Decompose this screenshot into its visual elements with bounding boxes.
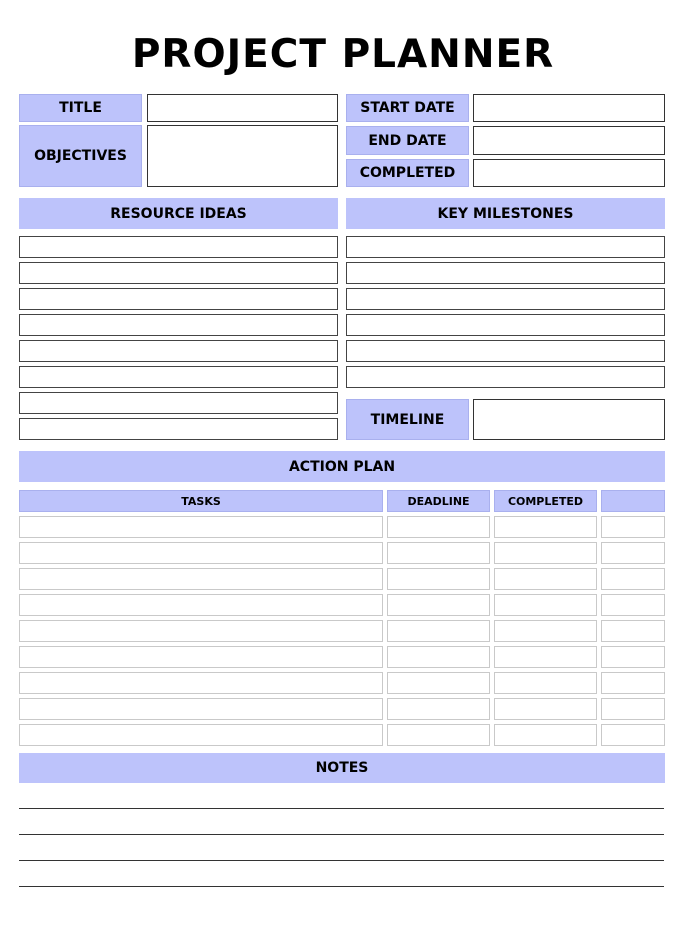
task-cell[interactable] [19, 542, 383, 564]
deadline-cell[interactable] [387, 594, 490, 616]
deadline-cell[interactable] [387, 542, 490, 564]
objectives-field[interactable] [147, 125, 338, 187]
extra-cell[interactable] [601, 646, 665, 668]
task-cell[interactable] [19, 698, 383, 720]
extra-cell[interactable] [601, 594, 665, 616]
page-title: PROJECT PLANNER [131, 32, 555, 77]
end-date-field[interactable] [473, 126, 665, 155]
extra-cell[interactable] [601, 542, 665, 564]
deadline-cell[interactable] [387, 698, 490, 720]
extra-cell[interactable] [601, 516, 665, 538]
extra-cell[interactable] [601, 568, 665, 590]
task-cell[interactable] [19, 594, 383, 616]
timeline-label: TIMELINE [346, 399, 469, 440]
deadline-cell[interactable] [387, 620, 490, 642]
resource-idea-line[interactable] [19, 236, 338, 258]
col-header-tasks: TASKS [19, 490, 383, 512]
resource-idea-line[interactable] [19, 262, 338, 284]
completed-label: COMPLETED [346, 159, 469, 187]
col-header-deadline: DEADLINE [387, 490, 490, 512]
task-cell[interactable] [19, 620, 383, 642]
extra-cell[interactable] [601, 698, 665, 720]
col-header-completed: COMPLETED [494, 490, 597, 512]
extra-cell[interactable] [601, 672, 665, 694]
task-cell[interactable] [19, 672, 383, 694]
resource-idea-line[interactable] [19, 392, 338, 414]
task-cell[interactable] [19, 568, 383, 590]
completed-cell[interactable] [494, 724, 597, 746]
milestone-line[interactable] [346, 366, 665, 388]
extra-cell[interactable] [601, 724, 665, 746]
milestone-line[interactable] [346, 262, 665, 284]
milestone-line[interactable] [346, 340, 665, 362]
start-date-field[interactable] [473, 94, 665, 122]
completed-cell[interactable] [494, 568, 597, 590]
key-milestones-header: KEY MILESTONES [346, 198, 665, 229]
title-field[interactable] [147, 94, 338, 122]
notes-header: NOTES [19, 753, 665, 783]
start-date-label: START DATE [346, 94, 469, 122]
note-line[interactable] [19, 834, 664, 835]
completed-cell[interactable] [494, 516, 597, 538]
deadline-cell[interactable] [387, 568, 490, 590]
deadline-cell[interactable] [387, 516, 490, 538]
completed-field[interactable] [473, 159, 665, 187]
note-line[interactable] [19, 886, 664, 887]
completed-cell[interactable] [494, 698, 597, 720]
note-line[interactable] [19, 860, 664, 861]
task-cell[interactable] [19, 516, 383, 538]
col-header-extra [601, 490, 665, 512]
completed-cell[interactable] [494, 542, 597, 564]
title-label: TITLE [19, 94, 142, 122]
end-date-label: END DATE [346, 126, 469, 155]
deadline-cell[interactable] [387, 672, 490, 694]
resource-idea-line[interactable] [19, 366, 338, 388]
action-plan-header: ACTION PLAN [19, 451, 665, 482]
completed-cell[interactable] [494, 594, 597, 616]
deadline-cell[interactable] [387, 646, 490, 668]
task-cell[interactable] [19, 724, 383, 746]
completed-cell[interactable] [494, 646, 597, 668]
resource-idea-line[interactable] [19, 314, 338, 336]
resource-idea-line[interactable] [19, 418, 338, 440]
resource-ideas-header: RESOURCE IDEAS [19, 198, 338, 229]
resource-idea-line[interactable] [19, 288, 338, 310]
deadline-cell[interactable] [387, 724, 490, 746]
milestone-line[interactable] [346, 236, 665, 258]
milestone-line[interactable] [346, 288, 665, 310]
objectives-label: OBJECTIVES [19, 125, 142, 187]
timeline-field[interactable] [473, 399, 665, 440]
completed-cell[interactable] [494, 620, 597, 642]
completed-cell[interactable] [494, 672, 597, 694]
extra-cell[interactable] [601, 620, 665, 642]
note-line[interactable] [19, 808, 664, 809]
resource-idea-line[interactable] [19, 340, 338, 362]
task-cell[interactable] [19, 646, 383, 668]
milestone-line[interactable] [346, 314, 665, 336]
